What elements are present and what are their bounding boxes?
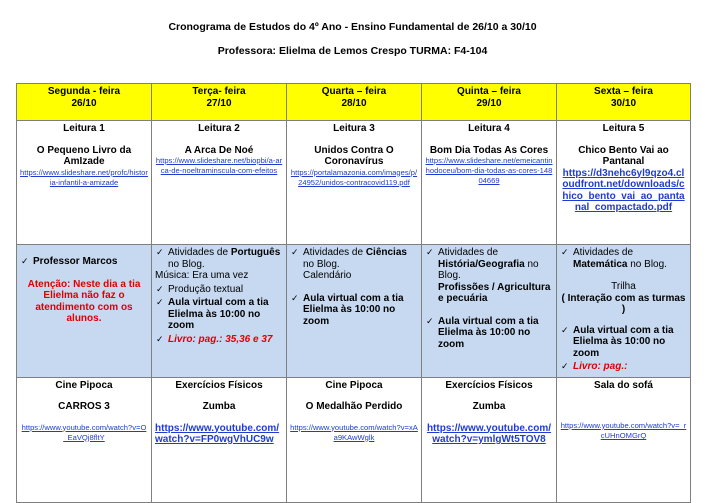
video-link[interactable]: https://www.youtube.com/watch?v=O_EaVQj8fltY — [21, 422, 147, 442]
checkmark-icon: ✓ — [561, 361, 569, 371]
extra-label: Exercícios Físicos — [445, 379, 533, 391]
extra-title: O Medalhão Perdido — [305, 401, 403, 412]
reading-title: Chico Bento Vai ao Pantanal — [578, 144, 669, 167]
checkmark-icon: ✓ — [561, 247, 569, 257]
checkmark-icon: ✓ — [426, 315, 434, 326]
extra-cell-2 — [152, 377, 287, 502]
checkmark-icon: ✓ — [291, 247, 299, 257]
video-link[interactable]: https://www.youtube.com/watch?v=ymlgWt5TOV8 — [426, 422, 552, 445]
activity-cell-thursday — [422, 245, 557, 378]
reading-title: Bom Dia Todas As Cores — [429, 144, 549, 156]
list-item: ✓ Aula virtual com a tia Elielma às 10:00 no zoom — [426, 315, 539, 350]
extra-title: Zumba — [472, 401, 506, 412]
reading-cell-4 — [422, 121, 557, 245]
table-row-activities — [17, 245, 691, 378]
video-link[interactable]: https://www.youtube.com/watch?v=FP0wgVhUC9w — [155, 422, 280, 445]
extra-title: CARROS 3 — [58, 401, 110, 412]
list-item: ✓ Livro: pag.: 35,36 e 37 — [156, 333, 273, 345]
checkmark-icon: ✓ — [561, 324, 569, 335]
video-link[interactable]: https://www.youtube.com/watch?v=_rcUHnOMGrQ — [560, 421, 687, 440]
extra-cell-4 — [422, 377, 557, 502]
reading-title: Unidos Contra O Coronavírus — [314, 144, 394, 167]
checkmark-icon: ✓ — [156, 283, 164, 294]
reading-link[interactable]: https://portalamazonia.com/images/p/24952/unidos-contracovid119.pdf — [290, 167, 418, 187]
day-header-monday: Segunda - feira 26/10 — [17, 84, 152, 121]
table-header-row — [17, 84, 691, 121]
list-item: ✓ Aula virtual com a tia Elielma às 10:00 no zoom — [561, 324, 674, 359]
reading-title: A Arca De Noé — [184, 144, 254, 156]
reading-cell-1 — [17, 121, 152, 245]
reading-title: O Pequeno Livro da AmIzade — [36, 144, 132, 167]
reading-label: Leitura 1 — [63, 123, 105, 134]
reading-cell-2 — [152, 121, 287, 245]
video-link[interactable]: https://www.youtube.com/watch?v=xAa9KAwWglk — [290, 422, 418, 442]
list-item: ✓ Atividades de História/Geografia no Blog. Profissões / Agricultura e pecuária — [426, 247, 551, 304]
checkmark-icon: ✓ — [156, 297, 164, 307]
activity-cell-monday — [17, 245, 152, 378]
checkmark-icon: ✓ — [426, 247, 434, 257]
reading-link[interactable]: https://www.slideshare.net/emeicantinhodoceu/bom-dia-todas-as-cores-14804669 — [425, 156, 553, 185]
warning-text: Atenção: Neste dia a tia Elielma não faz o atendimento com os alunos. — [27, 278, 141, 324]
extra-label: Cine Pipoca — [55, 379, 113, 391]
list-item: ✓ Aula virtual com a tia Elielma às 10:00 no zoom — [156, 297, 269, 331]
checkmark-icon: ✓ — [156, 333, 164, 344]
extra-cell-5 — [557, 377, 691, 502]
checkmark-icon: ✓ — [21, 256, 29, 266]
list-item: ✓ Livro: pag.: — [561, 361, 628, 372]
reading-label: Leitura 3 — [333, 123, 375, 134]
reading-link[interactable]: https://www.slideshare.net/profc/historia-infantil-a-amizade — [20, 167, 148, 187]
reading-link[interactable]: https://www.slideshare.net/biopbi/a-arca-de-noeltraminscula-com-efeitos — [155, 156, 283, 175]
table-row-readings — [17, 121, 691, 245]
checkmark-icon: ✓ — [156, 247, 164, 257]
list-item: ✓ Atividades de Português no Blog. Música: Era uma vez — [155, 247, 281, 281]
activity-cell-friday — [557, 245, 691, 378]
list-item: ✓ Professor Marcos — [21, 256, 118, 267]
extra-cell-1 — [17, 377, 152, 502]
reading-label: Leitura 2 — [198, 123, 240, 134]
reading-cell-5 — [557, 121, 691, 245]
list-item: ✓ Produção textual — [156, 283, 244, 295]
page-subtitle: Professora: Elielma de Lemos Crespo TURMA: F4-104 — [217, 45, 488, 57]
reading-cell-3 — [287, 121, 422, 245]
day-header-wednesday: Quarta – feira 28/10 — [287, 84, 422, 121]
list-item: ✓ Atividades de Matemática no Blog. — [561, 247, 667, 270]
activity-cell-tuesday — [152, 245, 287, 378]
extra-label: Cine Pipoca — [325, 379, 383, 391]
extra-cell-3 — [287, 377, 422, 502]
reading-label: Leitura 5 — [602, 123, 645, 134]
page-title: Cronograma de Estudos do 4º Ano - Ensino Fundamental de 26/10 a 30/10 — [168, 21, 537, 33]
extra-label: Sala do sofá — [594, 379, 653, 391]
schedule-table — [16, 83, 691, 503]
trail-label: Trilha — [611, 281, 636, 292]
day-header-tuesday: Terça- feira 27/10 — [152, 84, 287, 121]
activity-cell-wednesday — [287, 245, 422, 378]
extra-label: Exercícios Físicos — [175, 379, 263, 391]
checkmark-icon: ✓ — [291, 292, 299, 303]
day-header-thursday: Quinta – feira 29/10 — [422, 84, 557, 121]
interaction-label: ( Interação com as turmas ) — [561, 292, 686, 315]
list-item: ✓ Atividades de Ciências no Blog. Calendário — [291, 247, 407, 281]
day-header-friday: Sexta – feira 30/10 — [557, 84, 691, 121]
reading-link[interactable]: https://d3nehc6yl9qzo4.cloudfront.net/downloads/chico_bento_vai_ao_pantanal_compactado.pdf — [562, 167, 685, 213]
reading-label: Leitura 4 — [468, 123, 510, 134]
table-row-extras — [17, 377, 691, 502]
list-item: ✓ Aula virtual com a tia Elielma às 10:00 no zoom — [291, 292, 404, 327]
extra-title: Zumba — [202, 401, 236, 412]
